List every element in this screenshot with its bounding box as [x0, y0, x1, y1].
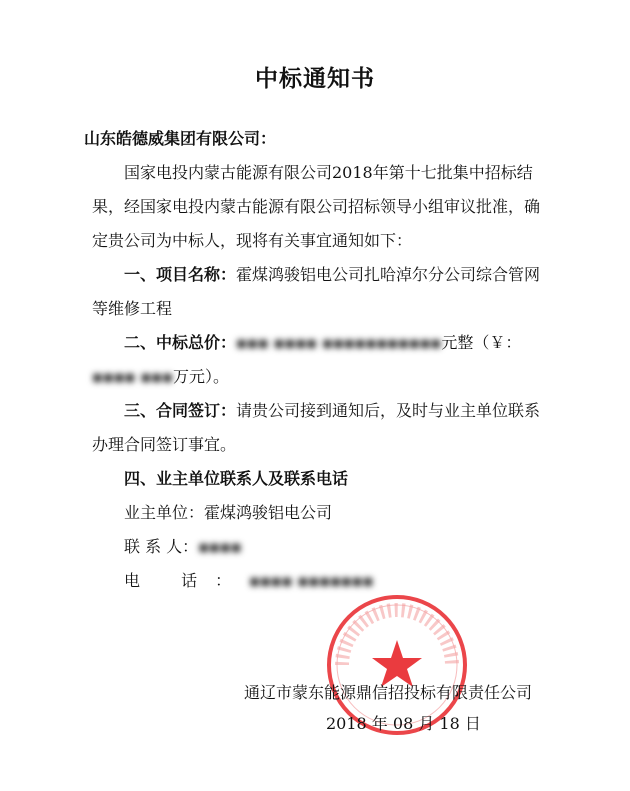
redacted-number: ▪▪▪▪ ▪▪▪ [92, 367, 173, 386]
contact-person-label: 联 系 人： [124, 537, 199, 556]
item-contract-label: 三、合同签订： [124, 401, 237, 420]
contact-person [124, 536, 242, 558]
owner-unit-label: 业主单位： [124, 503, 205, 522]
item-contract [124, 400, 540, 422]
item-price-unit: 万元）。 [173, 367, 230, 386]
item-owner-contacts: 四、业主单位联系人及联系电话 [124, 469, 349, 488]
item-price [124, 332, 521, 354]
item-price-cont [92, 366, 229, 388]
contact-phone [124, 570, 373, 592]
item-project-text: 霍煤鸿骏铝电公司扎哈淖尔分公司综合管网 [236, 265, 541, 284]
redacted-amount: ▪▪▪ ▪▪▪▪ ▪▪▪▪▪▪▪▪▪▪▪ [236, 333, 442, 352]
redacted-phone: ▪▪▪▪ ▪▪▪▪▪▪▪ [249, 571, 374, 590]
issuer-name: 通辽市蒙东能源鼎信招投标有限责任公司 [244, 683, 533, 702]
item-contract-text: 请贵公司接到通知后，及时与业主单位联系 [236, 401, 541, 420]
intro-line-1: 国家电投内蒙古能源有限公司2018年第十七批集中招标结 [124, 163, 533, 182]
redacted-contact: ▪▪▪▪ [198, 537, 242, 556]
item-price-text: 元整（￥： [441, 333, 522, 352]
page-title: 中标通知书 [255, 66, 375, 92]
item-project-cont: 等维修工程 [92, 299, 173, 318]
item-price-label: 二、中标总价： [124, 333, 237, 352]
owner-unit-value: 霍煤鸿骏铝电公司 [204, 503, 333, 522]
owner-unit [124, 502, 332, 524]
item-project-label: 一、项目名称： [124, 265, 237, 284]
issue-date: 2018 年 08 月 18 日 [326, 714, 481, 733]
intro-line-3: 定贵公司为中标人，现将有关事宜通知如下： [92, 231, 413, 250]
recipient: 山东皓德威集团有限公司： [84, 129, 277, 148]
item-contract-cont: 办理合同签订事宜。 [92, 435, 237, 454]
contact-phone-label: 电 话： [124, 571, 250, 590]
intro-line-2: 果，经国家电投内蒙古能源有限公司招标领导小组审议批准，确 [92, 197, 541, 216]
item-project [124, 264, 540, 286]
